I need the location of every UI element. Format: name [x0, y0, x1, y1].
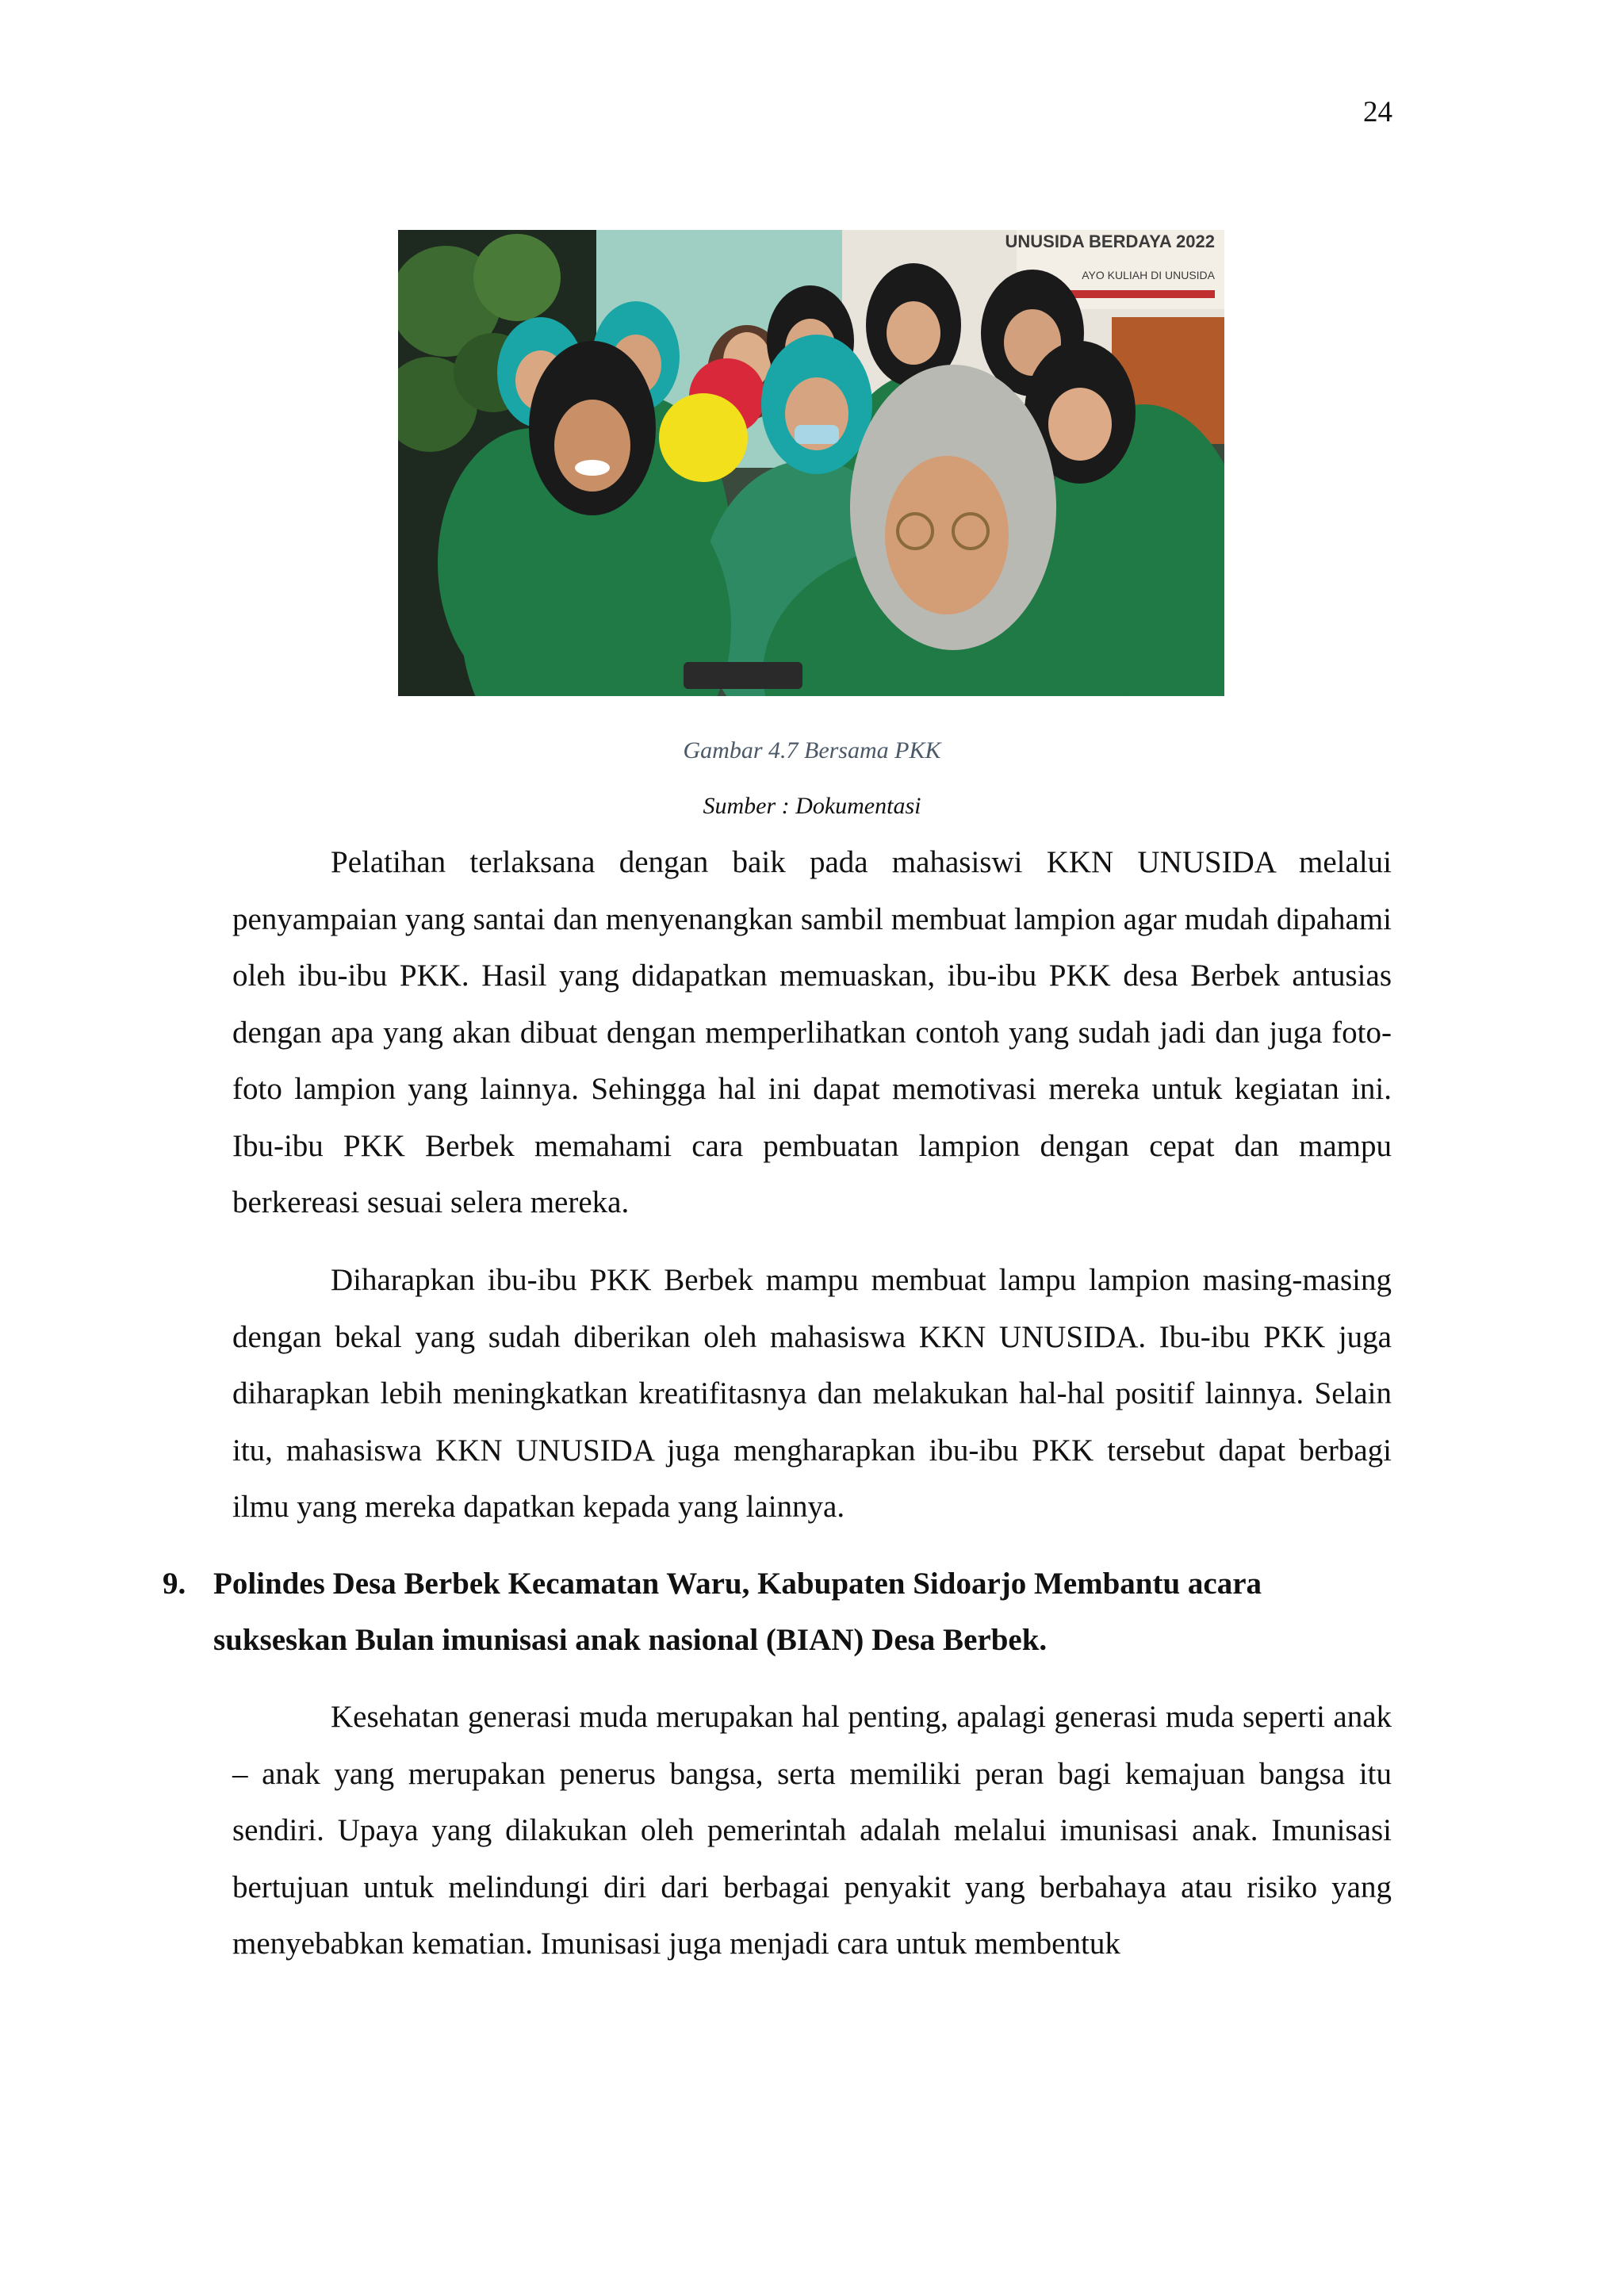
paragraph-1: Pelatihan terlaksana dengan baik pada mahasiswi KKN UNUSIDA melalui penyampaian yang santai dan menyenangkan sambil membuat lampion agar mudah dipahami oleh ibu-ibu PKK. Hasil yang didapatkan memuaskan, ibu-ibu PKK desa Berbek antusias dengan apa yang akan dibuat dengan memperlihatkan contoh yang sudah jadi dan juga foto-foto lampion yang lainnya. Sehingga hal ini dapat memotivasi mereka untuk kegiatan ini. Ibu-ibu PKK Berbek memahami cara pembuatan lampion dengan cepat dan mampu berkereasi sesuai selera mereka. — [232, 845, 1392, 1219]
paragraph-2: Diharapkan ibu-ibu PKK Berbek mampu membuat lampu lampion masing-masing dengan bekal yang sudah diberikan oleh mahasiswa KKN UNUSIDA. Ibu-ibu PKK juga diharapkan lebih meningkatkan kreatifitasnya dan melakukan hal-hal positif lainnya. Selain itu, mahasiswa KKN UNUSIDA juga mengharapkan ibu-ibu PKK tersebut dapat berbagi ilmu yang mereka dapatkan kepada yang lainnya. — [232, 1263, 1392, 1524]
section-title: Polindes Desa Berbek Kecamatan Waru, Kabupaten Sidoarjo Membantu acara sukseskan Bulan imunisasi anak nasional (BIAN) Desa Berbek. — [213, 1567, 1262, 1657]
banner-text: UNUSIDA BERDAYA 2022 — [1005, 232, 1215, 251]
phone — [684, 662, 802, 689]
page-number: 24 — [1363, 96, 1392, 128]
group-photo-illustration — [398, 230, 1224, 696]
figure-source: Sumber : Dokumentasi — [703, 793, 921, 819]
banner-subtext: AYO KULIAH DI UNUSIDA — [1082, 269, 1215, 281]
section-number: 9. — [163, 1567, 186, 1601]
paragraph-3: Kesehatan generasi muda merupakan hal penting, apalagi generasi muda seperti anak – anak yang merupakan penerus bangsa, serta memiliki peran bagi kemajuan bangsa itu sendiri. Upaya yang dilakukan oleh pemerintah adalah melalui imunisasi anak. Imunisasi bertujuan untuk melindungi diri dari berbagai penyakit yang berbahaya atau risiko yang menyebabkan kematian. Imunisasi juga menjadi cara untuk membentuk — [232, 1700, 1392, 1961]
figure-photo-pkk — [398, 230, 1224, 696]
section-heading — [163, 1556, 1392, 1668]
figure-caption: Gambar 4.7 Bersama PKK — [683, 737, 941, 763]
